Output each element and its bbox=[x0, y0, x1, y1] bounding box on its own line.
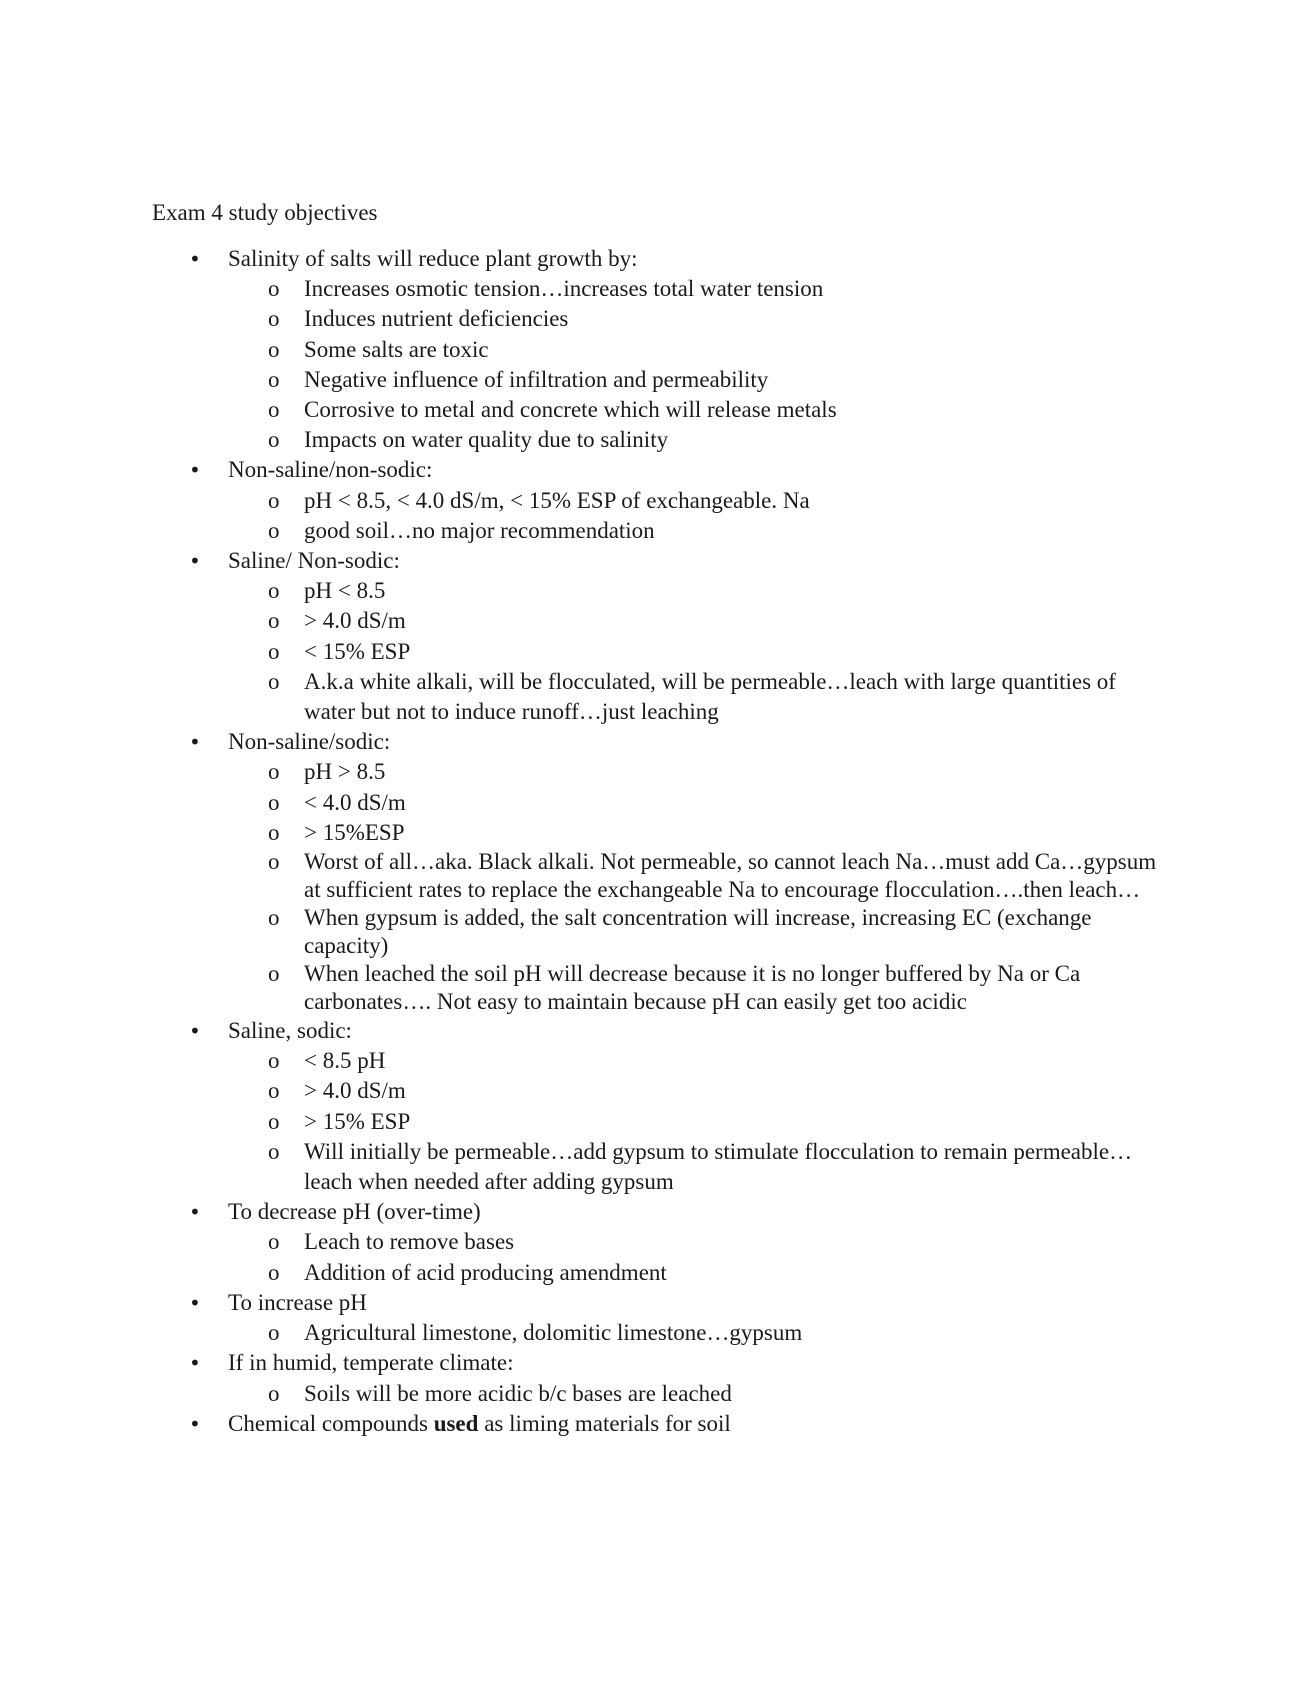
sub-list bbox=[228, 486, 1306, 546]
sub-item: o Soils will be more acidic b/c bases are leached bbox=[228, 1379, 1164, 1409]
objective-item-humid-climate bbox=[0, 1348, 1306, 1408]
objectives-list bbox=[0, 244, 1306, 1439]
sub-item: o A.k.a white alkali, will be flocculated, will be permeable…leach with large quantities of water but not to induce runoff…just leaching bbox=[228, 667, 1164, 727]
sub-item: o Worst of all…aka. Black alkali. Not permeable, so cannot leach Na…must add Ca…gypsum at sufficient rates to replace the exchangeable Na to encourage flocculation….then leach… bbox=[228, 848, 1164, 904]
sub-list bbox=[228, 1046, 1306, 1197]
sub-item: o Corrosive to metal and concrete which will release metals bbox=[228, 395, 1164, 425]
liming-text-bold: used bbox=[433, 1410, 479, 1436]
sub-item: o pH < 8.5, < 4.0 dS/m, < 15% ESP of exchangeable. Na bbox=[228, 486, 1164, 516]
sub-item: o < 15% ESP bbox=[228, 637, 1164, 667]
sub-item: o > 15% ESP bbox=[228, 1107, 1164, 1137]
sub-item: o > 4.0 dS/m bbox=[228, 1076, 1164, 1106]
sub-item: o When gypsum is added, the salt concentration will increase, increasing EC (exchange capacity) bbox=[228, 904, 1164, 960]
objective-item-decrease-ph bbox=[0, 1197, 1306, 1288]
sub-list bbox=[228, 274, 1306, 455]
document-title: Exam 4 study objectives bbox=[152, 200, 378, 225]
objective-heading: To increase pH bbox=[228, 1289, 367, 1315]
sub-list bbox=[228, 576, 1306, 727]
objective-item-saline-sodic bbox=[0, 1016, 1306, 1197]
sub-item: o < 8.5 pH bbox=[228, 1046, 1164, 1076]
objective-heading: If in humid, temperate climate: bbox=[228, 1350, 514, 1376]
sub-item: o Will initially be permeable…add gypsum to stimulate flocculation to remain permeable…leach when needed after adding gypsum bbox=[228, 1137, 1164, 1197]
objective-heading: Non-saline/non-sodic: bbox=[228, 457, 433, 483]
sub-item: o When leached the soil pH will decrease because it is no longer buffered by Na or Ca carbonates…. Not easy to maintain because pH can easily get too acidic bbox=[228, 960, 1164, 1016]
sub-list bbox=[228, 1379, 1306, 1409]
sub-item: o good soil…no major recommendation bbox=[228, 516, 1164, 546]
sub-item: o Leach to remove bases bbox=[228, 1227, 1164, 1257]
objective-heading: To decrease pH (over-time) bbox=[228, 1199, 481, 1225]
sub-item: o Some salts are toxic bbox=[228, 335, 1164, 365]
objective-item-increase-ph bbox=[0, 1288, 1306, 1348]
sub-list bbox=[228, 757, 1306, 1016]
sub-item: o Induces nutrient deficiencies bbox=[228, 304, 1164, 334]
sub-item: o Agricultural limestone, dolomitic limestone…gypsum bbox=[228, 1318, 1164, 1348]
sub-item: o pH > 8.5 bbox=[228, 757, 1164, 787]
sub-item: o < 4.0 dS/m bbox=[228, 788, 1164, 818]
sub-item: o > 15%ESP bbox=[228, 818, 1164, 848]
sub-item: o Increases osmotic tension…increases total water tension bbox=[228, 274, 1164, 304]
sub-item: o Negative influence of infiltration and permeability bbox=[228, 365, 1164, 395]
objective-item-non-saline-sodic bbox=[0, 727, 1306, 1016]
objective-heading: Non-saline/sodic: bbox=[228, 729, 391, 755]
sub-item: o Addition of acid producing amendment bbox=[228, 1258, 1164, 1288]
objective-heading: Saline/ Non-sodic: bbox=[228, 548, 400, 574]
objective-item-salinity bbox=[0, 244, 1306, 455]
liming-text-before: Chemical compounds bbox=[228, 1410, 434, 1436]
objective-heading: Salinity of salts will reduce plant growth by: bbox=[228, 246, 638, 271]
sub-item: o pH < 8.5 bbox=[228, 576, 1164, 606]
sub-list bbox=[228, 1227, 1306, 1287]
objective-item-non-saline-non-sodic bbox=[0, 455, 1306, 546]
liming-text-after: as liming materials for soil bbox=[478, 1410, 731, 1436]
sub-item: o > 4.0 dS/m bbox=[228, 606, 1164, 636]
objective-item-liming-materials bbox=[0, 1409, 1306, 1439]
objective-heading: Saline, sodic: bbox=[228, 1018, 352, 1044]
sub-item: o Impacts on water quality due to salinity bbox=[228, 425, 1164, 455]
sub-list bbox=[228, 1318, 1306, 1348]
objective-item-saline-non-sodic bbox=[0, 546, 1306, 727]
